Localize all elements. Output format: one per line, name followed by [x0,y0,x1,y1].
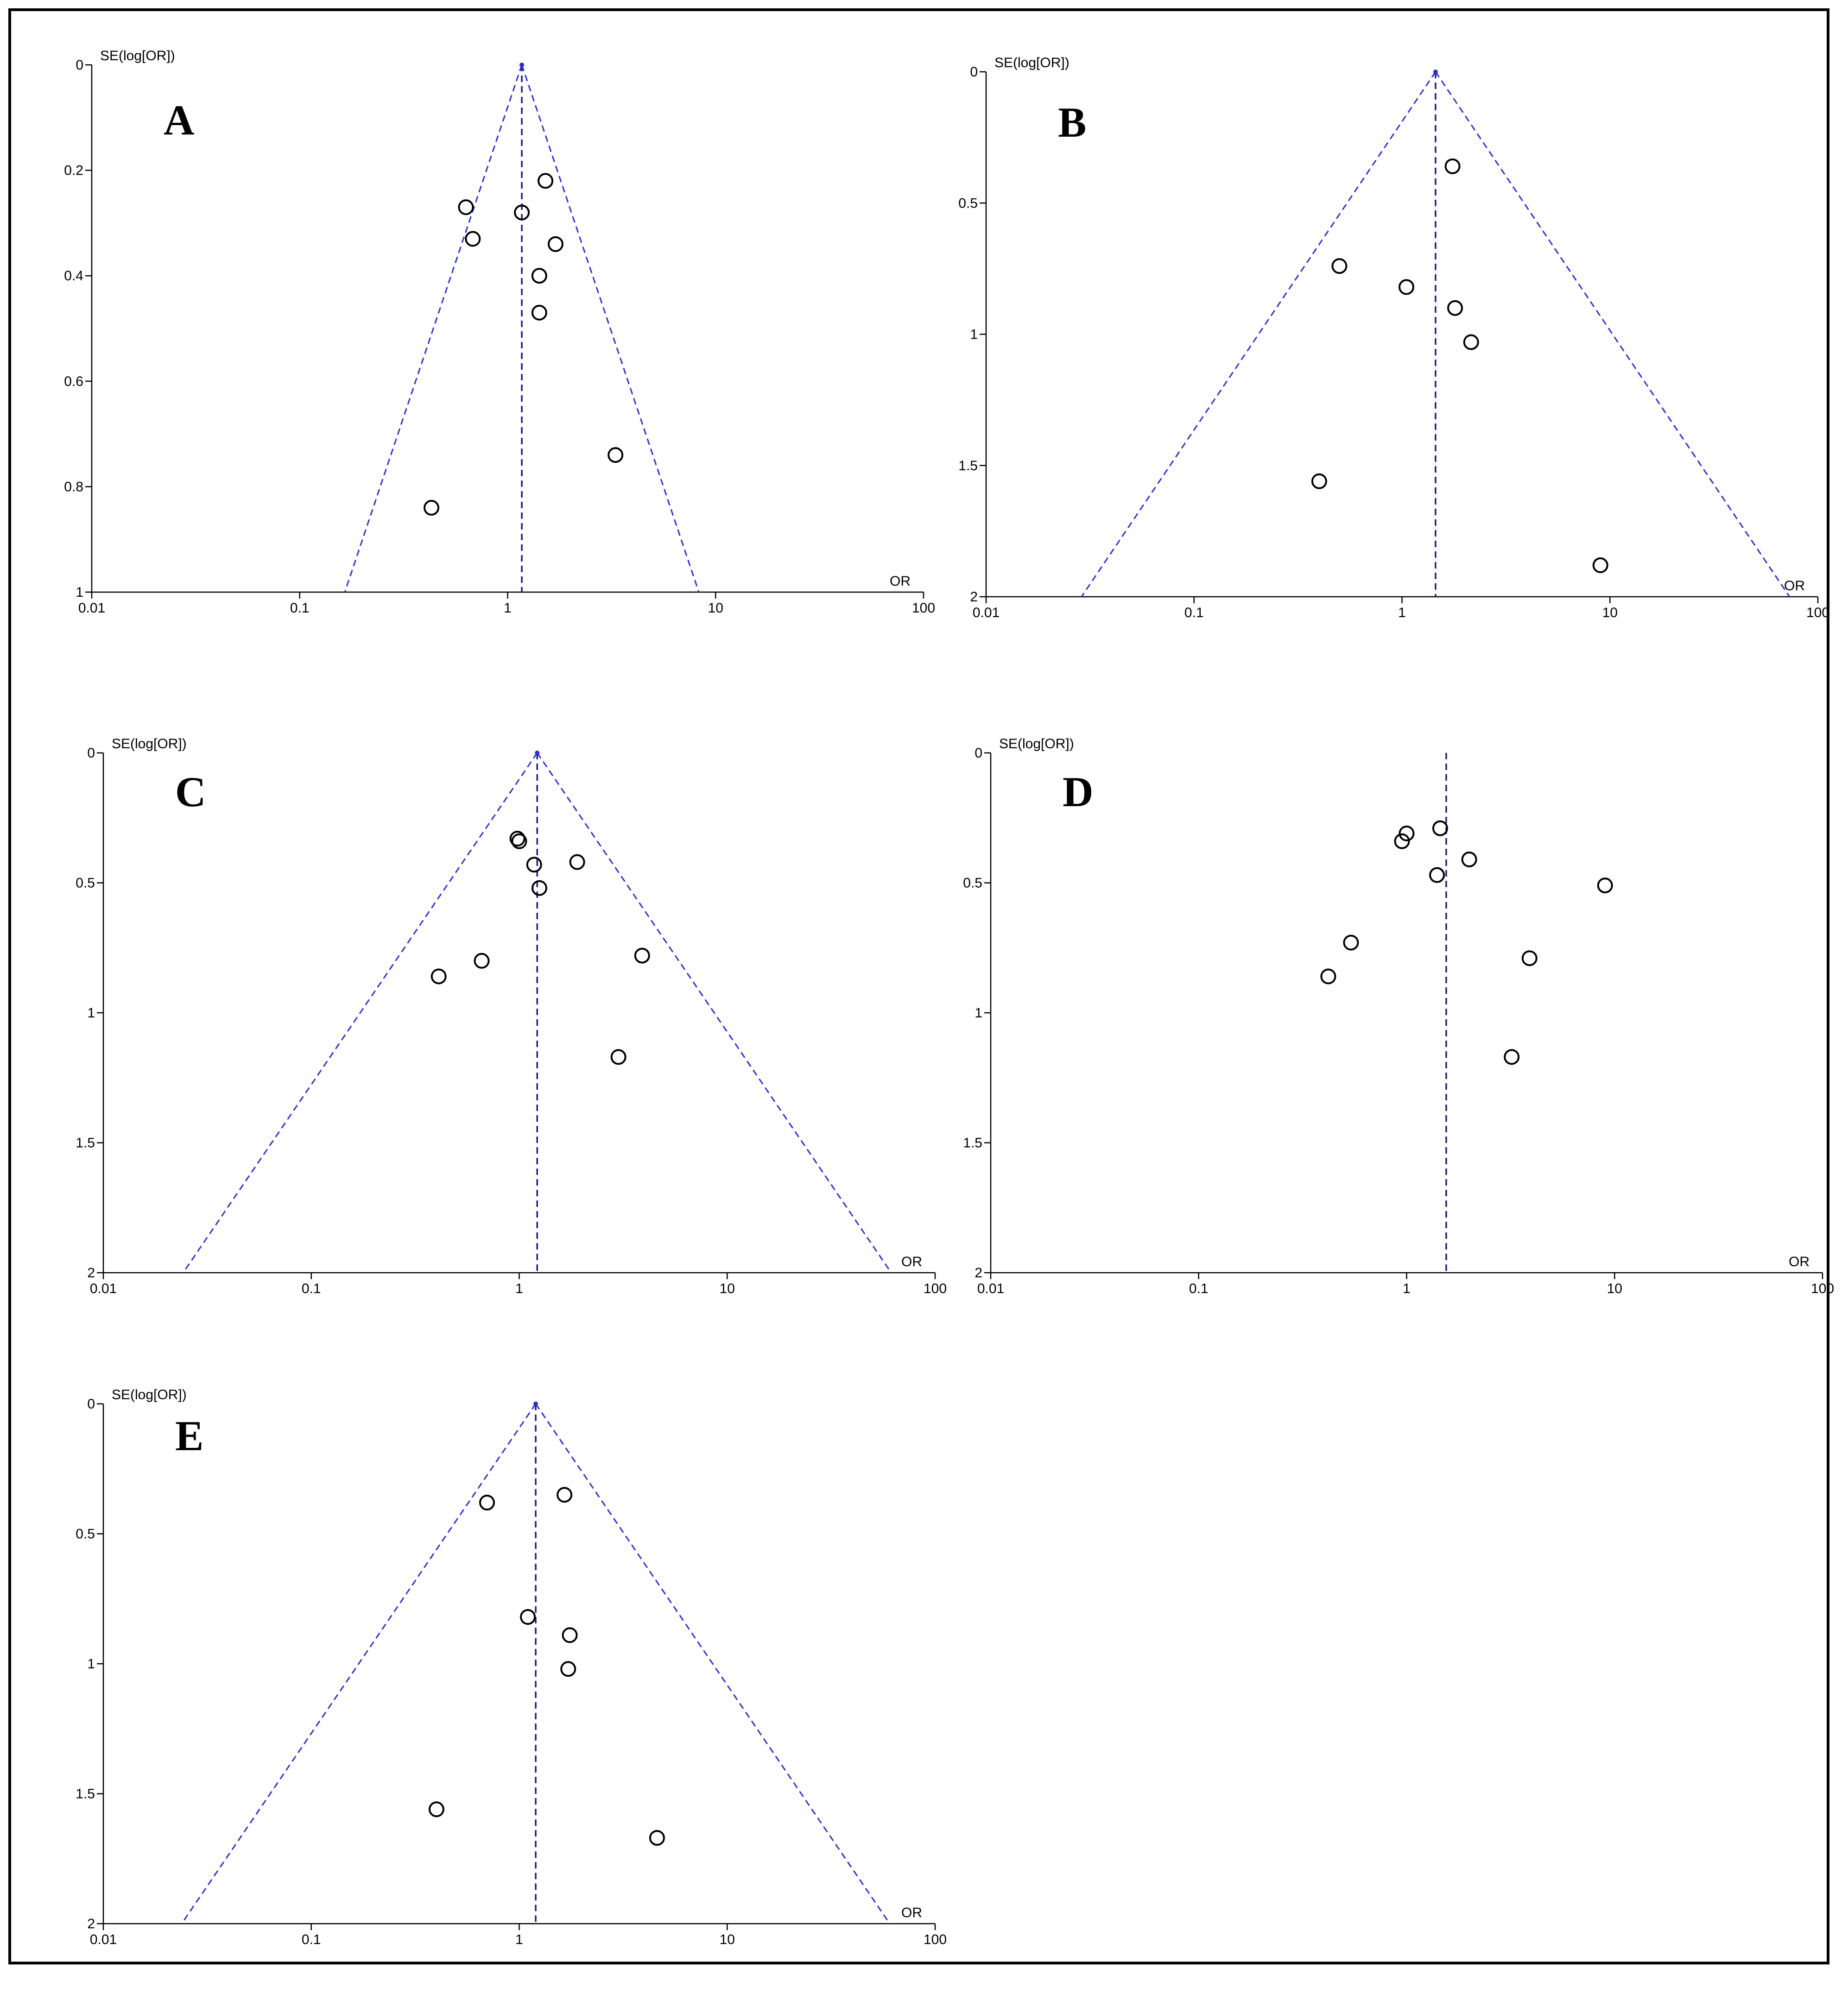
x-tick-label: 1 [1403,1281,1411,1296]
x-tick-label: 1 [515,1281,523,1296]
study-point [1462,852,1476,866]
x-axis-title: OR [901,1254,922,1269]
y-tick-label: 2 [975,1265,982,1281]
panel-label: C [175,768,206,815]
y-tick-label: 1.5 [963,1135,982,1151]
study-point [532,269,546,283]
funnel-left-limit [182,1404,536,1924]
y-axis-title: SE(log[OR]) [994,55,1070,70]
x-tick-label: 100 [1810,1281,1835,1296]
study-point [538,174,552,188]
study-point [561,1662,575,1676]
study-point [1433,821,1447,835]
funnel-left-limit [183,753,537,1273]
y-tick-label: 0 [76,57,83,73]
funnel-plot-a [64,48,936,616]
y-tick-label: 0.5 [958,196,978,211]
study-point [1399,280,1413,294]
study-point [1523,951,1537,965]
funnel-apex [533,1402,538,1406]
x-tick-label: 0.01 [89,1281,117,1296]
study-point [1430,868,1444,882]
study-point [1344,936,1358,950]
study-point [1594,558,1608,572]
y-tick-label: 0.2 [64,163,83,178]
panel-label: B [1058,99,1087,146]
x-tick-label: 0.1 [301,1932,321,1947]
study-point [612,1050,626,1064]
y-tick-label: 1 [970,327,978,342]
study-point [1321,969,1335,983]
study-point [1598,878,1612,892]
panel-label: E [175,1412,204,1459]
x-tick-label: 100 [923,1281,947,1296]
funnel-apex [535,751,539,755]
funnel-plot-e [76,1387,947,1947]
y-tick-label: 2 [970,589,978,605]
y-axis-title: SE(log[OR]) [999,736,1074,751]
study-point [532,881,546,895]
y-tick-label: 1.5 [76,1786,95,1802]
y-tick-label: 0 [975,745,982,761]
x-tick-label: 10 [719,1932,735,1947]
y-tick-label: 1 [76,585,83,600]
y-tick-label: 1 [87,1656,95,1672]
y-tick-label: 1.5 [76,1135,95,1151]
x-tick-label: 100 [911,600,936,616]
funnel-right-limit [522,65,699,592]
x-tick-label: 0.1 [290,600,310,616]
y-tick-label: 0.6 [64,373,83,389]
funnel-right-limit [1436,72,1790,597]
funnel-right-limit [537,753,891,1273]
x-tick-label: 1 [515,1932,523,1947]
x-tick-label: 1 [1398,605,1406,620]
study-point [557,1488,571,1502]
study-point [1446,159,1460,173]
x-tick-label: 0.1 [1189,1281,1209,1296]
x-axis-title: OR [890,574,911,589]
x-tick-label: 0.01 [977,1281,1005,1296]
y-tick-label: 0.5 [76,1526,95,1542]
funnel-right-limit [536,1404,890,1924]
x-axis-title: OR [1784,578,1805,594]
y-tick-label: 0.4 [64,268,83,284]
funnel-apex [1433,69,1438,74]
y-axis-title: SE(log[OR]) [112,1387,187,1402]
study-point [480,1496,494,1509]
study-point [1332,259,1346,273]
x-tick-label: 10 [1602,605,1618,620]
study-point [432,969,446,983]
study-point [650,1831,664,1845]
x-tick-label: 0.01 [89,1932,117,1947]
x-tick-label: 10 [708,600,723,616]
study-point [459,200,473,214]
y-tick-label: 0.5 [963,875,982,891]
study-point [424,501,438,515]
panel-label: A [164,96,195,144]
study-point [430,1802,443,1816]
study-point [532,306,546,320]
study-point [1464,335,1478,349]
study-point [549,237,563,251]
funnel-plot-b [958,55,1830,620]
y-tick-label: 0 [970,64,978,80]
study-point [570,855,584,869]
study-point [466,232,480,246]
panel-label: D [1063,768,1094,815]
study-point [475,954,489,968]
funnel-apex [519,63,524,67]
x-tick-label: 100 [1806,605,1830,620]
y-tick-label: 0 [87,745,95,761]
y-tick-label: 0.5 [76,875,95,891]
funnel-left-limit [345,65,522,592]
y-tick-label: 2 [87,1916,95,1932]
y-axis-title: SE(log[OR]) [100,48,175,63]
study-point [1505,1050,1519,1064]
study-point [521,1610,535,1624]
y-tick-label: 1 [87,1005,95,1021]
y-tick-label: 0.8 [64,479,83,495]
funnel-plot-c [76,736,947,1296]
study-point [635,949,649,963]
funnel-left-limit [1082,72,1436,597]
x-tick-label: 10 [1607,1281,1622,1296]
x-tick-label: 1 [504,600,512,616]
x-axis-title: OR [1789,1254,1810,1269]
study-point [527,858,541,871]
x-tick-label: 0.01 [972,605,1000,620]
y-tick-label: 1.5 [958,458,978,474]
x-tick-label: 0.1 [301,1281,321,1296]
y-tick-label: 1 [975,1005,982,1021]
funnel-plot-d [963,736,1835,1296]
x-tick-label: 0.01 [78,600,106,616]
x-tick-label: 0.1 [1184,605,1204,620]
study-point [1448,301,1462,315]
x-axis-title: OR [901,1905,922,1920]
study-point [608,448,622,462]
y-tick-label: 0 [87,1396,95,1412]
y-tick-label: 2 [87,1265,95,1281]
study-point [563,1628,577,1642]
x-tick-label: 100 [923,1932,947,1947]
x-tick-label: 10 [719,1281,735,1296]
study-point [1312,474,1326,488]
y-axis-title: SE(log[OR]) [112,736,187,751]
